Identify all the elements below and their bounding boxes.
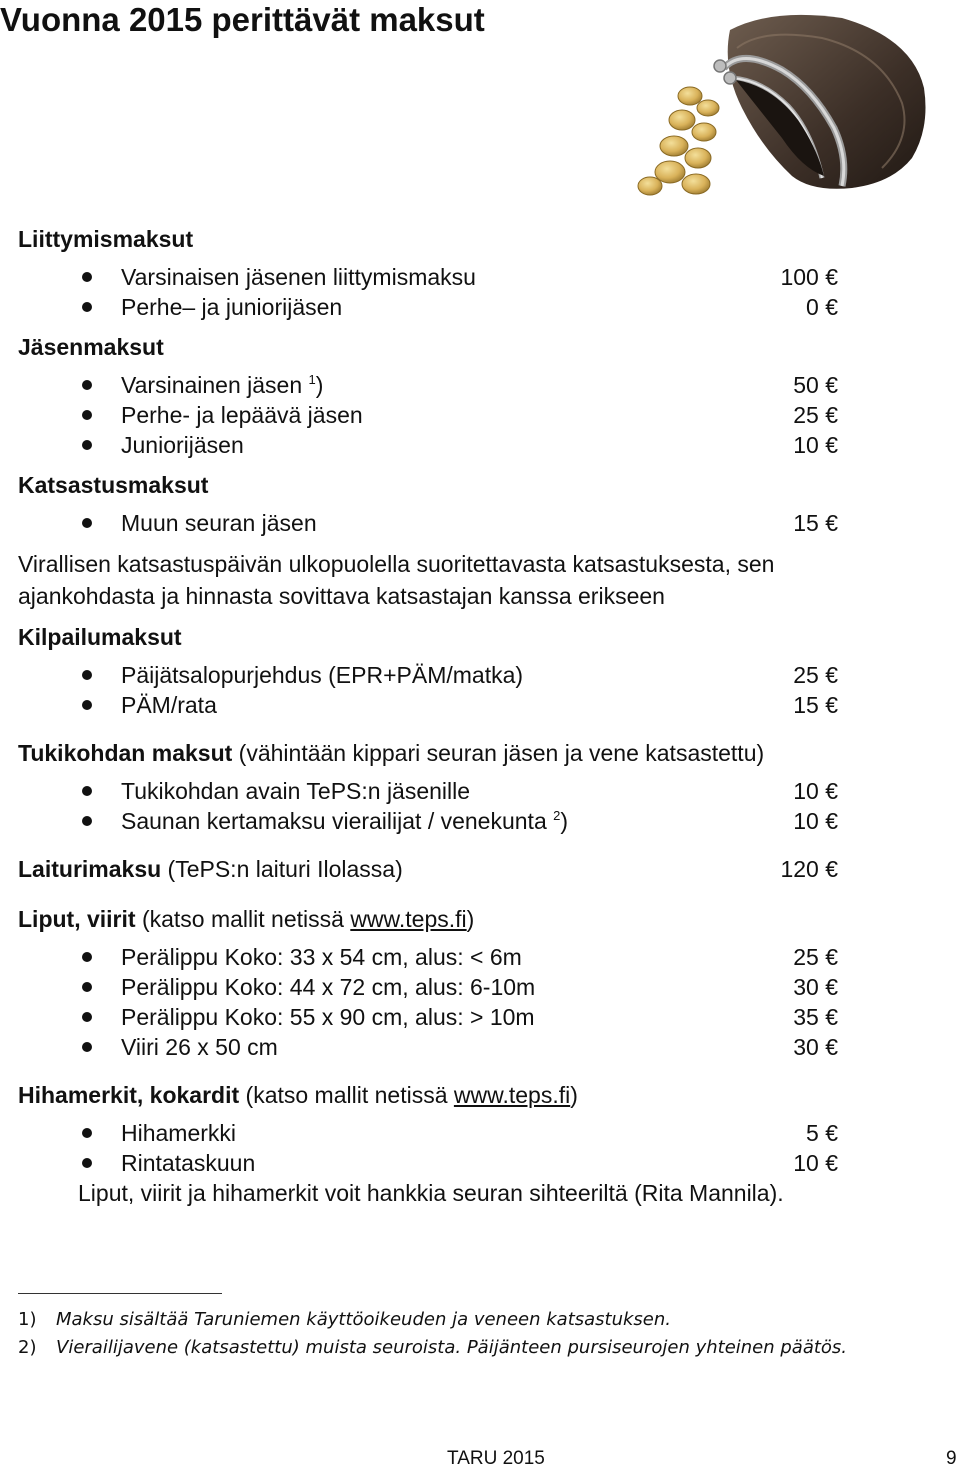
footnote-number: 2) xyxy=(18,1337,37,1358)
fee-list-jasenmaksut xyxy=(18,370,918,460)
fee-label: Varsinaisen jäsenen liittymismaksu xyxy=(121,264,476,290)
fee-amount: 50 € xyxy=(793,372,838,398)
bullet-icon xyxy=(82,1012,92,1022)
fee-amount: 10 € xyxy=(793,432,838,458)
fee-list-liittymismaksut xyxy=(18,262,918,322)
bullet-icon xyxy=(82,440,92,450)
fee-amount: 30 € xyxy=(793,974,838,1000)
section-heading-hihamerkit: Hihamerkit, kokardit (katso mallit netissä www.teps.fi) xyxy=(18,1082,578,1108)
inspection-note-line: Virallisen katsastuspäivän ulkopuolella suoritettavasta katsastuksesta, sen xyxy=(18,551,775,577)
fee-row xyxy=(18,370,918,400)
section-heading-kilpailumaksut: Kilpailumaksut xyxy=(18,624,182,650)
page-title: Vuonna 2015 perittävät maksut xyxy=(0,1,485,38)
fee-row xyxy=(18,292,918,322)
fee-label: Hihamerkki xyxy=(121,1120,237,1146)
footnote-text: Maksu sisältää Taruniemen käyttöoikeuden ja veneen katsastuksen. xyxy=(56,1309,672,1330)
fee-amount: 0 € xyxy=(806,294,838,320)
fee-row xyxy=(18,430,918,460)
section-heading-jasenmaksut: Jäsenmaksut xyxy=(18,334,164,360)
bullet-icon xyxy=(82,380,92,390)
fee-label: Saunan kertamaksu vierailijat / venekunta $^2$) xyxy=(121,808,569,834)
fee-amount: 30 € xyxy=(793,1034,838,1060)
fee-row xyxy=(18,1148,918,1178)
fee-row xyxy=(18,776,918,806)
fee-amount: 25 € xyxy=(793,402,838,428)
fee-row xyxy=(18,262,918,292)
fee-row xyxy=(18,972,918,1002)
inspection-note xyxy=(18,548,918,612)
fee-label: PÄM/rata xyxy=(121,692,217,718)
inspection-note-line: ajankohdasta ja hinnasta sovittava katsastajan kanssa erikseen xyxy=(18,583,665,609)
footnote-text: Vierailijavene (katsastettu) muista seuroista. Päijänteen pursiseurojen yhteinen päätös. xyxy=(56,1337,848,1358)
fee-amount: 25 € xyxy=(793,944,838,970)
fee-amount: 15 € xyxy=(793,692,838,718)
fee-label: Varsinainen jäsen $^1$) xyxy=(121,372,324,398)
fee-label: Juniorijäsen xyxy=(121,432,244,458)
fee-row xyxy=(18,1118,918,1148)
footnote-ref: 2 xyxy=(553,808,561,823)
footnote-ref: 1 xyxy=(308,372,316,387)
fee-label: Rintataskuun xyxy=(121,1150,256,1176)
fee-list-hihamerkit xyxy=(18,1118,918,1178)
bullet-icon xyxy=(82,816,92,826)
fee-amount: 15 € xyxy=(793,510,838,536)
fee-label: Muun seuran jäsen xyxy=(121,510,317,536)
fee-list-tukikohdan-maksut xyxy=(18,776,918,836)
bullet-icon xyxy=(82,1128,92,1138)
fee-row xyxy=(18,942,918,972)
website-link[interactable]: www.teps.fi xyxy=(453,1082,571,1108)
section-heading-tukikohdan-maksut: Tukikohdan maksut (vähintään kippari seuran jäsen ja vene katsastettu) xyxy=(18,740,765,766)
section-heading-liput-viirit: Liput, viirit (katso mallit netissä www.teps.fi) xyxy=(18,906,475,932)
purchase-note: Liput, viirit ja hihamerkit voit hankkia seuran sihteeriltä (Rita Mannila). xyxy=(78,1180,784,1206)
fee-amount: 25 € xyxy=(793,662,838,688)
bullet-icon xyxy=(82,670,92,680)
fee-amount: 10 € xyxy=(793,778,838,804)
fee-row xyxy=(18,400,918,430)
fee-label: Perhe- ja lepäävä jäsen xyxy=(121,402,363,428)
footnote-divider xyxy=(18,1293,222,1294)
fee-list-liput-viirit xyxy=(18,942,918,1062)
bullet-icon xyxy=(82,1042,92,1052)
fee-label: Perälippu Koko: 55 x 90 cm, alus: > 10m xyxy=(121,1004,535,1030)
fee-row xyxy=(18,1032,918,1062)
fee-list-katsastusmaksut xyxy=(18,508,918,538)
bullet-icon xyxy=(82,1158,92,1168)
fee-amount: 35 € xyxy=(793,1004,838,1030)
bullet-icon xyxy=(82,410,92,420)
fee-amount: 10 € xyxy=(793,808,838,834)
fee-label: Viiri 26 x 50 cm xyxy=(121,1034,278,1060)
page-number: 9 xyxy=(946,1448,957,1469)
bullet-icon xyxy=(82,982,92,992)
footnote-number: 1) xyxy=(18,1309,37,1330)
fee-label: Päijätsalopurjehdus (EPR+PÄM/matka) xyxy=(121,662,524,688)
fee-row xyxy=(18,508,918,538)
fee-amount: 120 € xyxy=(780,856,838,882)
fee-list-kilpailumaksut xyxy=(18,660,918,720)
bullet-icon xyxy=(82,272,92,282)
fee-row xyxy=(18,660,918,690)
fee-amount: 100 € xyxy=(780,264,838,290)
coin-purse-illustration xyxy=(612,8,932,200)
bullet-icon xyxy=(82,786,92,796)
fees-content xyxy=(18,222,918,1208)
fee-row xyxy=(18,1002,918,1032)
website-link[interactable]: www.teps.fi xyxy=(350,906,467,932)
section-heading-katsastusmaksut: Katsastusmaksut xyxy=(18,472,209,498)
fee-label: Perälippu Koko: 33 x 54 cm, alus: < 6m xyxy=(121,944,522,970)
footer-publication: TARU 2015 xyxy=(447,1448,545,1469)
bullet-icon xyxy=(82,700,92,710)
bullet-icon xyxy=(82,518,92,528)
fee-amount: 10 € xyxy=(793,1150,838,1176)
fee-label: Perälippu Koko: 44 x 72 cm, alus: 6-10m xyxy=(121,974,536,1000)
fee-label: Perhe– ja juniorijäsen xyxy=(121,294,343,320)
section-heading-liittymismaksut: Liittymismaksut xyxy=(18,226,194,252)
fee-row xyxy=(18,690,918,720)
section-heading-laiturimaksu: Laiturimaksu (TePS:n laituri Ilolassa) 120 € xyxy=(18,852,918,886)
fee-row xyxy=(18,806,918,836)
bullet-icon xyxy=(82,952,92,962)
fee-label: Tukikohdan avain TePS:n jäsenille xyxy=(121,778,471,804)
bullet-icon xyxy=(82,302,92,312)
fee-amount: 5 € xyxy=(806,1120,838,1146)
